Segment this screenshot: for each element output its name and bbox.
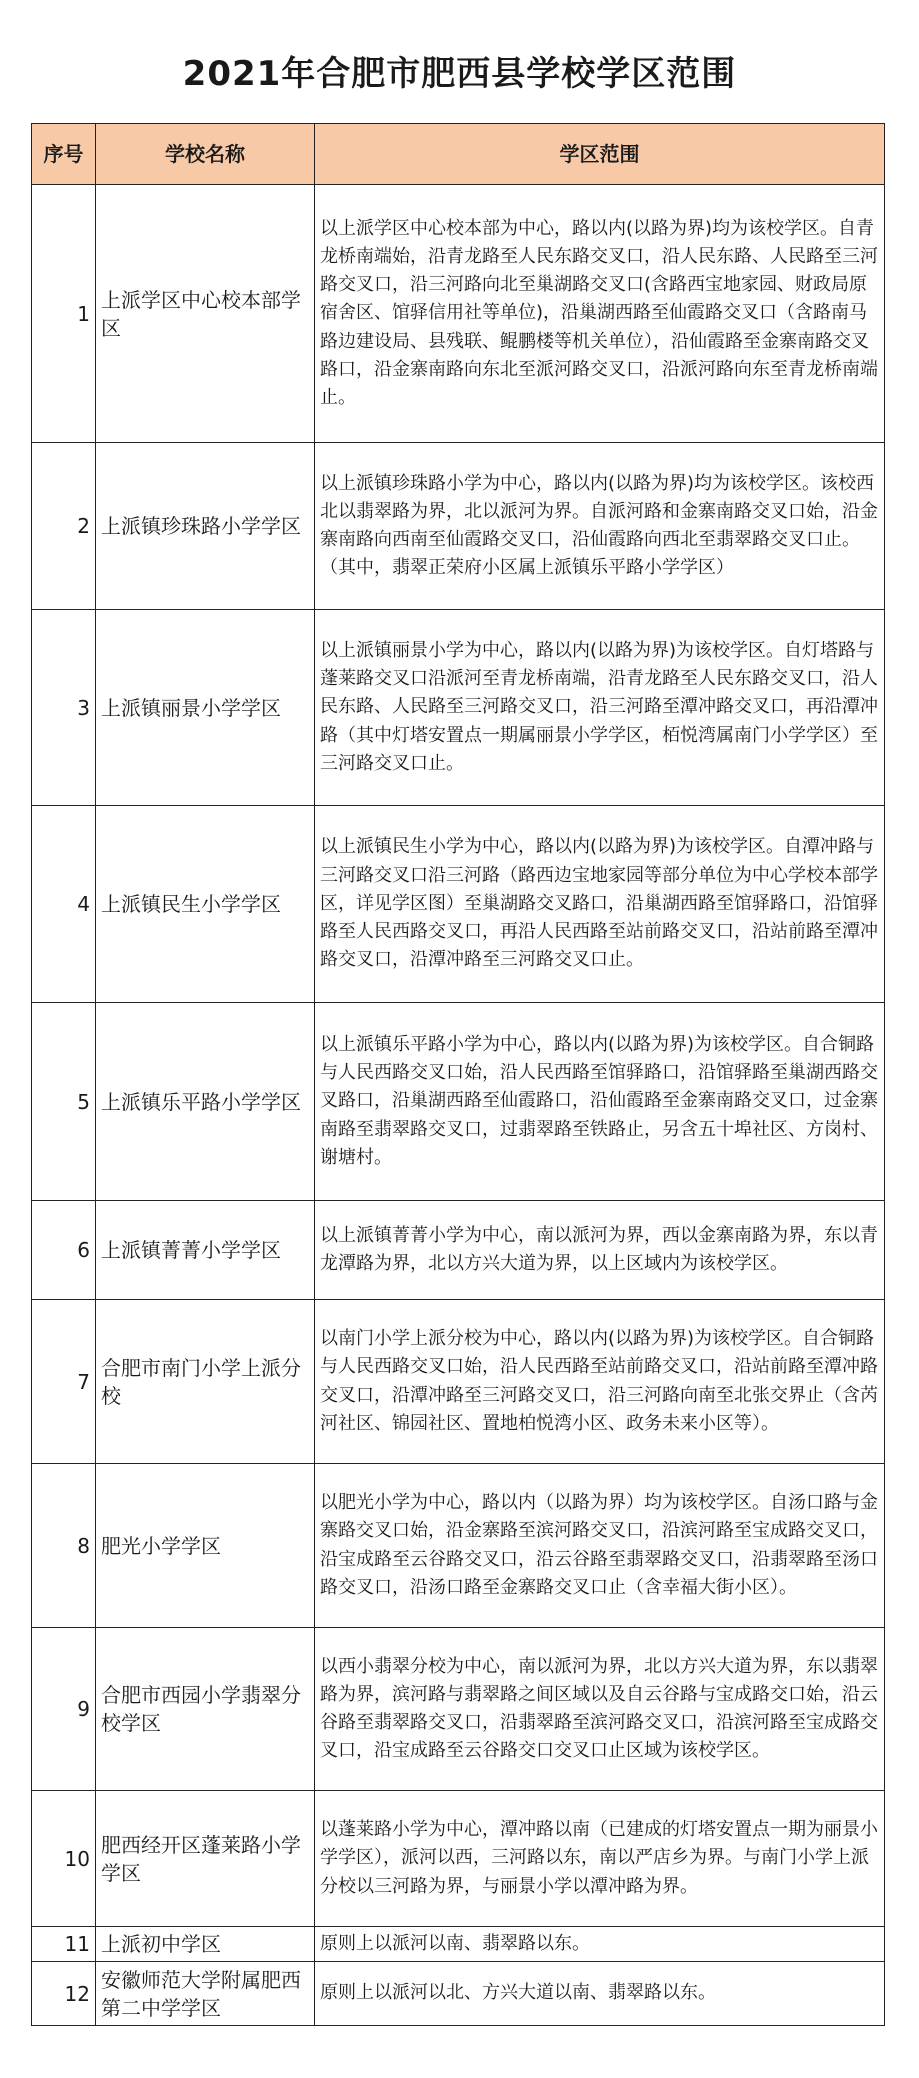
page-title: 2021年合肥市肥西县学校学区范围 [182,54,737,94]
school-name: 合肥市西园小学翡翠分校学区 [96,1628,315,1791]
row-number: 1 [32,185,96,443]
school-name: 肥光小学学区 [96,1464,315,1628]
table-row [32,610,885,806]
row-number: 12 [32,1962,96,2026]
column-header-no: 序号 [32,124,96,185]
table-row [32,1628,885,1791]
table-row [32,1201,885,1300]
table-row [32,806,885,1003]
row-number: 9 [32,1628,96,1791]
table-row [32,1300,885,1464]
district-scope: 以蓬莱路小学为中心，潭冲路以南（已建成的灯塔安置点一期为丽景小学学区），派河以西，三河路以东，南以严店乡为界。与南门小学上派分校以三河路为界，与丽景小学以潭冲路为界。 [315,1791,885,1927]
district-scope: 以上派镇珍珠路小学为中心，路以内(以路为界)均为该校学区。该校西北以翡翠路为界，北以派河为界。自派河路和金寨南路交叉口始，沿金寨南路向西南至仙霞路交叉口，沿仙霞路向西北至翡翠路交叉口止。（其中，翡翠正荣府小区属上派镇乐平路小学学区） [315,443,885,610]
school-name: 上派镇丽景小学学区 [96,610,315,806]
school-name: 上派镇乐平路小学学区 [96,1003,315,1201]
column-header-scope: 学区范围 [315,124,885,185]
table-row [32,443,885,610]
row-number: 4 [32,806,96,1003]
table-row [32,1962,885,2026]
table-row [32,1791,885,1927]
table-header-row [32,124,885,185]
row-number: 3 [32,610,96,806]
table-row [32,1003,885,1201]
district-scope: 以南门小学上派分校为中心，路以内(以路为界)为该校学区。自合铜路与人民西路交叉口始，沿人民西路至站前路交叉口，沿站前路至潭冲路交叉口，沿潭冲路至三河路交叉口，沿三河路向南至北张交界止（含芮河社区、锦园社区、置地柏悦湾小区、政务未来小区等）。 [315,1300,885,1464]
row-number: 8 [32,1464,96,1628]
row-number: 10 [32,1791,96,1927]
school-name: 上派初中学区 [96,1927,315,1962]
district-scope: 原则上以派河以南、翡翠路以东。 [315,1927,885,1962]
row-number: 7 [32,1300,96,1464]
school-name: 上派镇珍珠路小学学区 [96,443,315,610]
district-scope: 以上派镇乐平路小学为中心，路以内(以路为界)为该校学区。自合铜路与人民西路交叉口始，沿人民西路至馆驿路口，沿馆驿路至巢湖西路交叉路口，沿巢湖西路至仙霞路口，沿仙霞路至金寨南路交叉口，过金寨南路至翡翠路交叉口，过翡翠路至铁路止，另含五十埠社区、方岗村、谢塘村。 [315,1003,885,1201]
district-scope: 以上派学区中心校本部为中心，路以内(以路为界)均为该校学区。自青龙桥南端始，沿青龙路至人民东路交叉口，沿人民东路、人民路至三河路交叉口，沿三河路向北至巢湖路交叉口(含路西宝地家园、财政局原宿舍区、馆驿信用社等单位)，沿巢湖西路至仙霞路交叉口（含路南马路边建设局、县残联、鲲鹏楼等机关单位），沿仙霞路至金寨南路交叉路口，沿金寨南路向东北至派河路交叉口，沿派河路向东至青龙桥南端止。 [315,185,885,443]
table-row [32,1927,885,1962]
school-name: 肥西经开区蓬莱路小学学区 [96,1791,315,1927]
district-scope: 以西小翡翠分校为中心，南以派河为界，北以方兴大道为界，东以翡翠路为界，滨河路与翡翠路之间区域以及自云谷路与宝成路交口始，沿云谷路至翡翠路交叉口，沿翡翠路至滨河路交叉口，沿滨河路至宝成路交叉口，沿宝成路至云谷路交口交叉口止区域为该校学区。 [315,1628,885,1791]
table-row [32,1464,885,1628]
row-number: 2 [32,443,96,610]
district-scope: 以上派镇民生小学为中心，路以内(以路为界)为该校学区。自潭冲路与三河路交叉口沿三河路（路西边宝地家园等部分单位为中心学校本部学区，详见学区图）至巢湖路交叉路口，沿巢湖西路至馆驿路口，沿馆驿路至人民西路交叉口，再沿人民西路至站前路交叉口，沿站前路至潭冲路交叉口，沿潭冲路至三河路交叉口止。 [315,806,885,1003]
table-row [32,185,885,443]
school-name: 上派学区中心校本部学区 [96,185,315,443]
district-scope: 以上派镇菁菁小学为中心，南以派河为界，西以金寨南路为界，东以青龙潭路为界，北以方兴大道为界，以上区域内为该校学区。 [315,1201,885,1300]
school-name: 上派镇民生小学学区 [96,806,315,1003]
district-scope: 以肥光小学为中心，路以内（以路为界）均为该校学区。自汤口路与金寨路交叉口始，沿金寨路至滨河路交叉口，沿滨河路至宝成路交叉口，沿宝成路至云谷路交叉口，沿云谷路至翡翠路交叉口，沿翡翠路至汤口路交叉口，沿汤口路至金寨路交叉口止（含幸福大街小区）。 [315,1464,885,1628]
row-number: 6 [32,1201,96,1300]
school-name: 上派镇菁菁小学学区 [96,1201,315,1300]
district-scope: 原则上以派河以北、方兴大道以南、翡翠路以东。 [315,1962,885,2026]
row-number: 11 [32,1927,96,1962]
school-district-table [31,123,885,2026]
district-scope: 以上派镇丽景小学为中心，路以内(以路为界)为该校学区。自灯塔路与蓬莱路交叉口沿派河至青龙桥南端，沿青龙路至人民东路交叉口，沿人民东路、人民路至三河路交叉口，沿三河路至潭冲路交叉口，再沿潭冲路（其中灯塔安置点一期属丽景小学学区，栢悦湾属南门小学学区）至三河路交叉口止。 [315,610,885,806]
school-name: 合肥市南门小学上派分校 [96,1300,315,1464]
column-header-name: 学校名称 [96,124,315,185]
school-name: 安徽师范大学附属肥西第二中学学区 [96,1962,315,2026]
row-number: 5 [32,1003,96,1201]
